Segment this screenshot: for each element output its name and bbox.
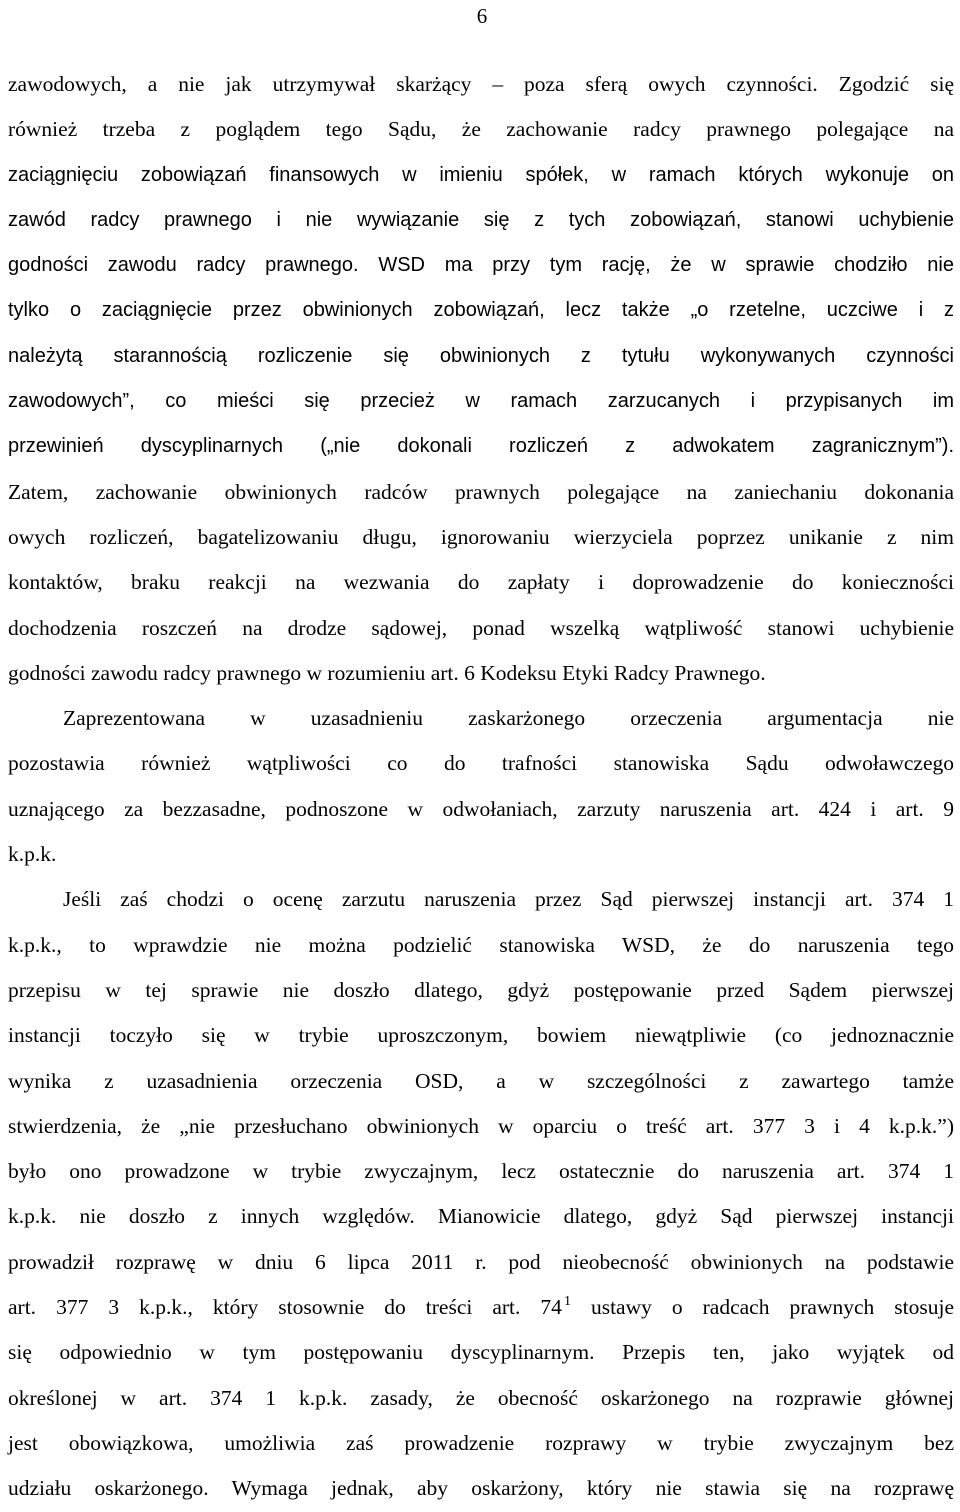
line-text: określonej w art. 374 1 k.p.k. zasady, że obecność oskarżonego na rozprawie głównej: [8, 1385, 954, 1410]
line-text: udziału oskarżonego. Wymaga jednak, aby oskarżony, który nie stawia się na rozprawę: [8, 1476, 954, 1501]
text-line: [8, 1104, 954, 1149]
text-line: [8, 1194, 954, 1239]
line-text: Jeśli zaś chodzi o ocenę zarzutu naruszenia przez Sąd pierwszej instancji art. 374 1: [63, 887, 954, 912]
text-line: [8, 153, 954, 198]
line-text: dochodzenia roszczeń na drodze sądowej, ponad wszelką wątpliwość stanowi uchybienie: [8, 615, 954, 640]
line-text: k.p.k. nie doszło z innych względów. Mianowicie dlatego, gdyż Sąd pierwszej instancji: [8, 1204, 954, 1229]
page-number: 6: [476, 4, 488, 28]
line-text: wynika z uzasadnienia orzeczenia OSD, a w szczególności z zawartego tamże: [8, 1068, 954, 1093]
text-line: [8, 1421, 954, 1466]
line-text: k.p.k., to wprawdzie nie można podzielić stanowiska WSD, że do naruszenia tego: [8, 932, 954, 957]
line-text: się odpowiednio w tym postępowaniu dyscyplinarnym. Przepis ten, jako wyjątek od: [8, 1340, 954, 1365]
superscript: 1: [563, 1294, 571, 1310]
line-text: pozostawia również wątpliwości co do trafności stanowiska Sądu odwoławczego: [8, 751, 954, 776]
text-line: [8, 968, 954, 1013]
line-text: było ono prowadzone w trybie zwyczajnym, lecz ostatecznie do naruszenia art. 374 1: [8, 1159, 954, 1184]
text-line: [8, 923, 954, 968]
line-text: instancji toczyło się w trybie uproszczonym, bowiem niewątpliwie (co jednoznacznie: [8, 1023, 954, 1048]
line-text: godności zawodu radcy prawnego w rozumieniu art. 6 Kodeksu Etyki Radcy Prawnego.: [8, 660, 766, 685]
line-text-continued: ustawy o radcach prawnych stosuje: [570, 1295, 954, 1320]
line-text: zaciągnięciu zobowiązań finansowych w imieniu spółek, w ramach których wykonuje on: [8, 163, 954, 186]
text-line: [8, 1059, 954, 1104]
text-line: [8, 741, 954, 786]
text-line: [8, 787, 954, 832]
line-text: uznającego za bezzasadne, podnoszone w odwołaniach, zarzuty naruszenia art. 424 i art. 9: [8, 796, 954, 821]
text-line: [8, 1330, 954, 1375]
text-line: [8, 379, 954, 424]
line-text: kontaktów, braku reakcji na wezwania do zapłaty i doprowadzenie do konieczności: [8, 570, 954, 595]
text-line: [8, 1466, 954, 1511]
line-text: przepisu w tej sprawie nie doszło dlatego, gdyż postępowanie przed Sądem pierwszej: [8, 977, 954, 1002]
text-line: [8, 651, 954, 696]
line-text: tylko o zaciągnięcie przez obwinionych zobowiązań, lecz także „o rzetelne, uczciwe i z: [8, 299, 954, 322]
line-text: stwierdzenia, że „nie przesłuchano obwinionych w oparciu o treść art. 377 3 i 4 k.p.k.”): [8, 1113, 954, 1138]
text-line: [8, 560, 954, 605]
text-line: [8, 1376, 954, 1421]
text-line: [8, 62, 954, 107]
line-text: prowadził rozprawę w dniu 6 lipca 2011 r. pod nieobecność obwinionych na podstawie: [8, 1249, 954, 1274]
line-text: przewinień dyscyplinarnych („nie dokonali rozliczeń z adwokatem zagranicznym”).: [8, 435, 954, 458]
text-line: [8, 107, 954, 152]
line-text: owych rozliczeń, bagatelizowaniu długu, ignorowaniu wierzyciela poprzez unikanie z nim: [8, 524, 954, 549]
text-line: [8, 1240, 954, 1285]
text-line: [8, 1013, 954, 1058]
text-line: [8, 334, 954, 379]
body-text: [8, 62, 954, 1512]
text-line: [8, 288, 954, 333]
line-text: zawód radcy prawnego i nie wywiązanie się z tych zobowiązań, stanowi uchybienie: [8, 208, 954, 231]
text-line: [8, 198, 954, 243]
text-line: [8, 877, 954, 922]
line-text: również trzeba z poglądem tego Sądu, że zachowanie radcy prawnego polegające na: [8, 117, 954, 142]
text-line: [8, 515, 954, 560]
line-text: należytą starannością rozliczenie się obwinionych z tytułu wykonywanych czynności: [8, 344, 954, 367]
line-text: Zatem, zachowanie obwinionych radców prawnych polegające na zaniechaniu dokonania: [8, 479, 954, 504]
text-line: [8, 424, 954, 469]
line-text: godności zawodu radcy prawnego. WSD ma przy tym rację, że w sprawie chodziło nie: [8, 254, 954, 277]
line-text: art. 377 3 k.p.k., który stosownie do treści art. 74: [8, 1295, 562, 1320]
text-line: [8, 1149, 954, 1194]
text-line: [8, 470, 954, 515]
line-text: Zaprezentowana w uzasadnieniu zaskarżonego orzeczenia argumentacja nie: [63, 706, 954, 731]
text-line: [8, 832, 954, 877]
text-line: [8, 1285, 954, 1330]
line-text: zawodowych”, co mieści się przecież w ramach zarzucanych i przypisanych im: [8, 390, 954, 413]
text-line: [8, 696, 954, 741]
line-text: zawodowych, a nie jak utrzymywał skarżący – poza sferą owych czynności. Zgodzić się: [8, 72, 954, 96]
text-line: [8, 606, 954, 651]
line-text: jest obowiązkowa, umożliwia zaś prowadzenie rozprawy w trybie zwyczajnym bez: [8, 1430, 954, 1455]
line-text: k.p.k.: [8, 842, 57, 867]
text-line: [8, 243, 954, 288]
